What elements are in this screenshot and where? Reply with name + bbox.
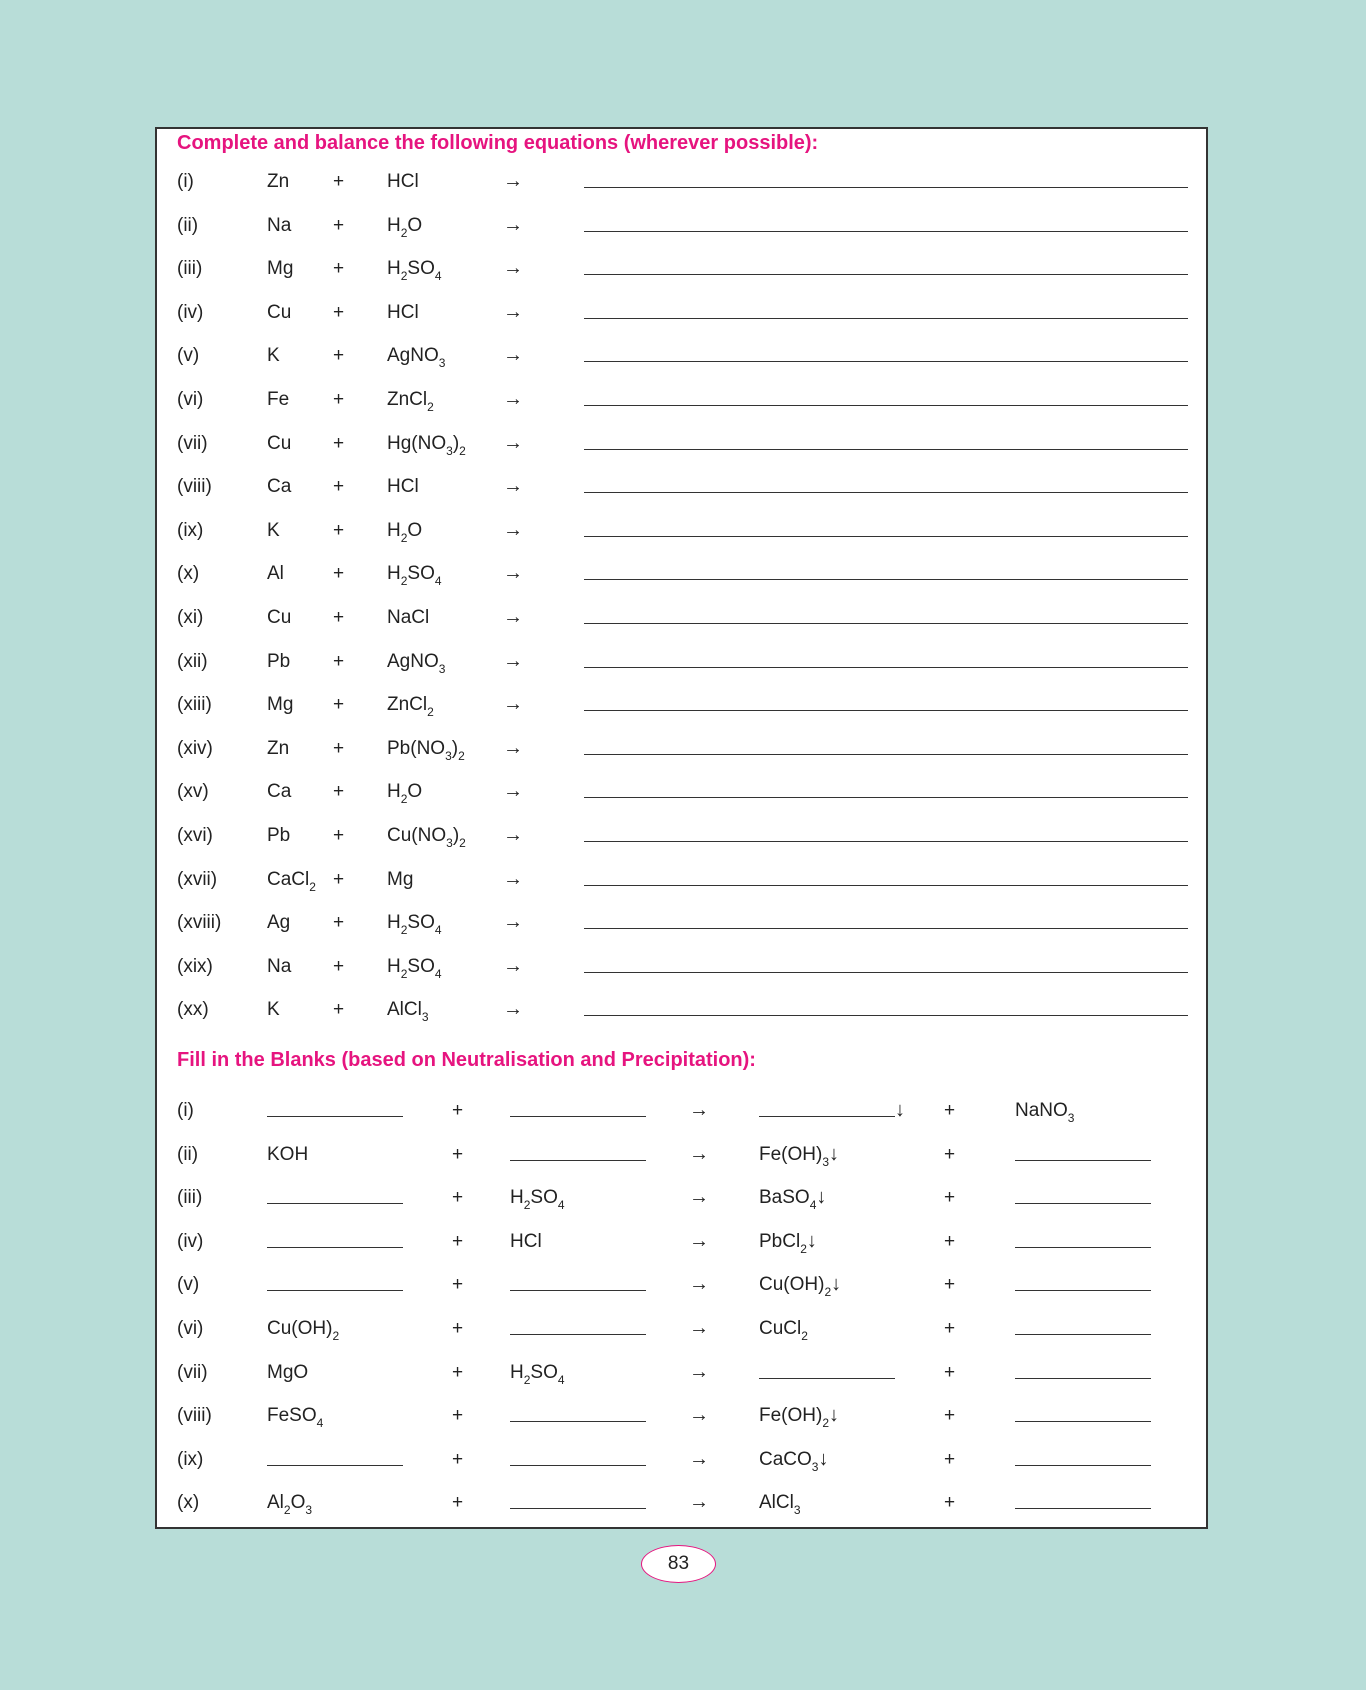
precipitate-arrow: ↓ [829,1142,840,1165]
plus-sign: + [333,694,345,716]
item-number: (v) [177,345,200,367]
answer-line[interactable] [584,536,1188,537]
precipitate-arrow: ↓ [818,1447,829,1470]
reactant-1-blank[interactable] [267,1290,403,1291]
item-number: (xii) [177,650,208,672]
answer-line[interactable] [584,274,1188,275]
answer-line[interactable] [584,187,1188,188]
reactant-2-blank[interactable] [510,1160,646,1161]
plus-sign: + [944,1143,956,1165]
blank-row [157,1133,1206,1176]
plus-sign: + [333,912,345,934]
yields-arrow: → [503,736,523,759]
plus-sign: + [944,1230,956,1252]
item-number: (xiv) [177,737,213,759]
reactant-1: Cu [267,607,292,628]
precipitate-arrow: ↓ [829,1404,840,1427]
reactant-1-blank[interactable] [267,1203,403,1204]
plus-sign: + [452,1448,464,1470]
equation-row [157,640,1206,683]
plus-sign: + [333,781,345,803]
item-number: (vi) [177,389,204,410]
yields-arrow: → [689,1404,709,1427]
answer-line[interactable] [584,885,1188,886]
reactant-2: HCl [387,301,419,323]
item-number: (i) [177,171,194,192]
reactant-2: $Hg(NO_3)_2$ [387,432,466,458]
reactant-1: K [267,345,280,367]
yields-arrow: → [689,1447,709,1470]
plus-sign: + [333,171,345,192]
item-number: (i) [177,1100,194,1121]
plus-sign: + [333,476,345,498]
reactant-2-blank[interactable] [510,1116,646,1117]
reactant-1-blank[interactable] [267,1116,403,1117]
answer-line[interactable] [584,928,1188,929]
plus-sign: + [333,650,345,672]
item-number: (xv) [177,781,209,803]
reactant-1: K [267,999,280,1021]
equation-row [157,422,1206,465]
yields-arrow: → [503,824,523,846]
product-1: $Fe(OH)_3↓$ [759,1142,840,1169]
product-2-blank[interactable] [1015,1247,1151,1248]
yields-arrow: → [503,213,523,236]
reactant-2: ZnCl$_2$ [387,389,434,414]
yields-arrow: → [503,998,523,1021]
item-number: (xvii) [177,868,218,890]
reactant-1: Zn [267,737,290,759]
equation-row [157,901,1206,944]
plus-sign: + [333,301,345,323]
product-2-blank[interactable] [1015,1160,1151,1161]
answer-line[interactable] [584,579,1188,580]
yields-arrow: → [689,1491,709,1514]
reactant-2-blank[interactable] [510,1508,646,1509]
equation-row [157,596,1206,639]
yields-arrow: → [503,693,523,716]
answer-line[interactable] [584,841,1188,842]
reactant-1: Ca [267,781,292,803]
product-1-blank[interactable] [759,1378,895,1379]
product-1-blank[interactable] [759,1116,895,1117]
equation-row [157,160,1206,203]
plus-sign: + [333,214,345,236]
section1-heading: Complete and balance the following equations (wherever possible): [177,132,819,154]
product-2-blank[interactable] [1015,1508,1151,1509]
reactant-2: HCl [387,171,419,192]
blank-row [157,1351,1206,1394]
plus-sign: + [333,258,345,280]
worksheet-panel [155,127,1208,1529]
plus-sign: + [333,519,345,541]
yields-arrow: → [503,300,523,323]
blank-row [157,1394,1206,1437]
yields-arrow: → [689,1273,709,1296]
reactant-2: $H_2SO_4$ [387,955,442,981]
equation-row [157,334,1206,377]
equation-row [157,770,1206,813]
answer-line[interactable] [584,710,1188,711]
reactant-2: $H_2SO_4$ [387,912,442,938]
plus-sign: + [452,1361,464,1383]
reactant-2: ZnCl$_2$ [387,694,434,720]
reactant-2: $H_2O$ [387,519,423,545]
plus-sign: + [452,1143,464,1165]
product-1: $Fe(OH)_2↓$ [759,1404,840,1431]
item-number: (iv) [177,301,204,323]
item-number: (x) [177,563,200,585]
product-2-blank[interactable] [1015,1334,1151,1335]
reactant-2-blank[interactable] [510,1290,646,1291]
yields-arrow: → [503,170,523,192]
reactant-2-blank[interactable] [510,1421,646,1422]
item-number: (iii) [177,258,203,280]
answer-line[interactable] [584,361,1188,362]
yields-arrow: → [689,1360,709,1383]
plus-sign: + [333,432,345,454]
yields-arrow: → [503,867,523,890]
item-number: (xix) [177,955,213,977]
yields-arrow: → [503,562,523,585]
plus-sign: + [333,389,345,410]
item-number: (ix) [177,1448,204,1470]
reactant-2: Mg [387,868,414,890]
yields-arrow: → [503,518,523,541]
reactant-1: Pb [267,650,291,672]
answer-line[interactable] [584,797,1188,798]
reactant-2: $H_2SO_4$ [387,563,442,589]
yields-arrow: → [689,1317,709,1339]
answer-line[interactable] [584,1015,1188,1016]
equation-row [157,552,1206,595]
answer-line[interactable] [584,449,1188,450]
product-2-blank[interactable] [1015,1290,1151,1291]
equation-row [157,291,1206,334]
yields-arrow: → [503,954,523,977]
equation-row [157,204,1206,247]
plus-sign: + [944,1274,956,1296]
product-1: PbCl$_2$↓ [759,1229,817,1256]
plus-sign: + [944,1448,956,1470]
reactant-2: AlCl$_3$ [387,999,429,1025]
answer-line[interactable] [584,623,1188,624]
reactant-1: Cu [267,432,292,454]
yields-arrow: → [689,1186,709,1209]
yields-arrow: → [689,1142,709,1165]
reactant-1: CaCl$_2$ [267,868,316,894]
yields-arrow: → [503,475,523,498]
yields-arrow: → [503,649,523,672]
item-number: (vii) [177,1361,208,1383]
plus-sign: + [944,1492,956,1514]
product-2-blank[interactable] [1015,1203,1151,1204]
plus-sign: + [333,999,345,1021]
yields-arrow: → [503,431,523,454]
yields-arrow: → [689,1099,709,1121]
answer-line[interactable] [584,972,1188,973]
blank-row [157,1176,1206,1219]
equation-row [157,988,1206,1031]
reactant-1: Na [267,955,292,977]
page-number: 83 [641,1545,716,1583]
reactant-1: Mg [267,258,294,280]
plus-sign: + [333,607,345,628]
item-number: (vi) [177,1318,204,1339]
reactant-2: $H_2SO_4$ [387,258,442,284]
precipitate-arrow: ↓ [895,1099,905,1121]
reactant-1: Mg [267,694,294,716]
reactant-1: Fe [267,389,290,410]
precipitate-arrow: ↓ [806,1229,817,1252]
reactant-1: Cu [267,301,292,323]
plus-sign: + [333,563,345,585]
reactant-2: NaCl [387,607,430,628]
equation-row [157,727,1206,770]
product-2-blank[interactable] [1015,1421,1151,1422]
precipitate-arrow: ↓ [831,1273,842,1296]
reactant-1: Al [267,563,284,585]
yields-arrow: → [689,1229,709,1252]
equation-row [157,945,1206,988]
plus-sign: + [333,868,345,890]
reactant-2: $H_2SO_4$ [510,1361,565,1387]
section2-heading: Fill in the Blanks (based on Neutralisation and Precipitation): [177,1049,756,1071]
reactant-2: HCl [387,476,419,498]
plus-sign: + [452,1274,464,1296]
answer-line[interactable] [584,405,1188,406]
yields-arrow: → [503,388,523,410]
equation-row [157,814,1206,857]
item-number: (viii) [177,476,212,498]
answer-line[interactable] [584,318,1188,319]
reactant-1: $Al_2O_3$ [267,1492,313,1518]
reactant-2: $H_2SO_4$ [510,1187,565,1213]
item-number: (ii) [177,214,199,236]
item-number: (ix) [177,519,204,541]
reactant-1: K [267,519,280,541]
reactant-1-blank[interactable] [267,1465,403,1466]
reactant-2: $H_2O$ [387,214,423,240]
precipitate-arrow: ↓ [816,1186,827,1209]
product-1: $Cu(OH)_2↓$ [759,1273,842,1300]
reactant-1-blank[interactable] [267,1247,403,1248]
plus-sign: + [944,1405,956,1427]
yields-arrow: → [503,911,523,934]
yields-arrow: → [503,606,523,628]
item-number: (x) [177,1492,200,1514]
reactant-1: Ag [267,912,291,934]
blank-row [157,1263,1206,1306]
plus-sign: + [452,1187,464,1209]
item-number: (xviii) [177,912,222,934]
reactant-2-blank[interactable] [510,1334,646,1335]
product-2: NaNO$_3$ [1015,1100,1075,1125]
answer-line[interactable] [584,667,1188,668]
reactant-1: Na [267,214,292,236]
product-1: CuCl$_2$ [759,1318,808,1343]
blank-row [157,1220,1206,1263]
product-1: BaSO$_4$↓ [759,1186,827,1213]
reactant-2-blank[interactable] [510,1465,646,1466]
equation-row [157,378,1206,421]
item-number: (iv) [177,1230,204,1252]
yields-arrow: → [503,344,523,367]
yields-arrow: → [503,780,523,803]
item-number: (xiii) [177,694,212,716]
plus-sign: + [333,737,345,759]
equation-row [157,858,1206,901]
product-1: CaCO$_3$↓ [759,1447,829,1474]
plus-sign: + [333,345,345,367]
plus-sign: + [452,1318,464,1339]
answer-line[interactable] [584,492,1188,493]
reactant-1: MgO [267,1361,309,1383]
reactant-2: HCl [510,1230,542,1252]
plus-sign: + [452,1492,464,1514]
answer-line[interactable] [584,231,1188,232]
reactant-2: AgNO$_3$ [387,345,446,371]
plus-sign: + [452,1405,464,1427]
answer-line[interactable] [584,754,1188,755]
product-1: AlCl$_3$ [759,1492,801,1518]
item-number: (iii) [177,1187,203,1209]
blank-row [157,1438,1206,1481]
blank-row [157,1481,1206,1524]
item-number: (v) [177,1274,200,1296]
reactant-2: $H_2O$ [387,781,423,807]
item-number: (xx) [177,999,209,1021]
reactant-1: Pb [267,825,291,846]
reactant-1: Zn [267,171,290,192]
plus-sign: + [944,1318,956,1339]
item-number: (viii) [177,1405,212,1427]
reactant-2: $Cu(NO_3)_2$ [387,825,466,850]
equation-row [157,683,1206,726]
reactant-1: Ca [267,476,292,498]
reactant-1: KOH [267,1143,309,1165]
item-number: (xvi) [177,825,213,846]
blank-row [157,1307,1206,1350]
plus-sign: + [452,1230,464,1252]
item-number: (xi) [177,607,204,628]
equation-row [157,465,1206,508]
item-number: (ii) [177,1143,199,1165]
equation-row [157,509,1206,552]
reactant-1: FeSO$_4$ [267,1405,324,1431]
equation-row [157,247,1206,290]
product-2-blank[interactable] [1015,1378,1151,1379]
blank-row [157,1089,1206,1132]
plus-sign: + [333,955,345,977]
plus-sign: + [944,1361,956,1383]
item-number: (vii) [177,432,208,454]
plus-sign: + [944,1187,956,1209]
reactant-1: $Cu(OH)_2$ [267,1318,340,1343]
reactant-2: $Pb(NO_3)_2$ [387,737,465,763]
plus-sign: + [944,1100,956,1121]
yields-arrow: → [503,257,523,280]
product-2-blank[interactable] [1015,1465,1151,1466]
reactant-2: AgNO$_3$ [387,650,446,676]
plus-sign: + [452,1100,464,1121]
plus-sign: + [333,825,345,846]
